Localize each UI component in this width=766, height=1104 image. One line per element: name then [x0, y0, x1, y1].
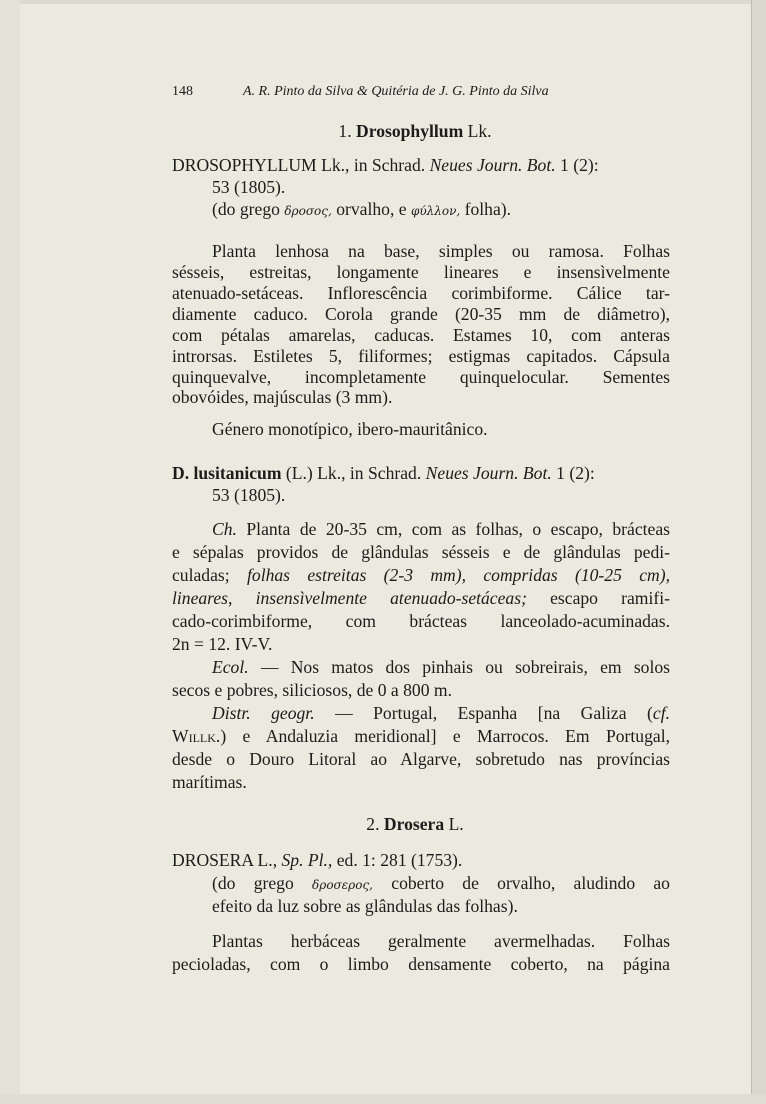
ch-line4-italic: lineares, insensìvelmente atenuado-setáceas; — [172, 588, 527, 608]
genus1-description-line: com pétalas amarelas, caducas. Estames 10, com anteras — [172, 325, 670, 345]
genus2-desc-line2: pecioladas, com o limbo densamente coberto, na página — [172, 954, 670, 974]
ch-line6: 2n = 12. IV-V. — [172, 634, 273, 654]
distr-willk: Willk. — [172, 726, 221, 746]
etym-end: folha). — [464, 199, 512, 219]
etym-start: (do grego — [212, 873, 294, 893]
ch-line1 — [172, 518, 670, 540]
species-citation-line2: 53 (1805). — [212, 485, 286, 505]
genus1-citation — [172, 154, 670, 176]
ch-line2: e sépalas providos de glândulas sésseis e de glândulas pedi- — [172, 542, 670, 562]
ch-label: Ch. — [212, 519, 237, 539]
distr-line4: marítimas. — [172, 772, 247, 792]
genus2-number: 2. — [366, 814, 380, 834]
genus2-etymology — [212, 872, 670, 896]
distr-line2-rest: ) e Andaluzia meridional] e Marrocos. Em Portugal, — [220, 726, 670, 746]
ch-line3-plain: culadas; — [172, 565, 230, 585]
distr-line3: desde o Douro Litoral ao Algarve, sobretudo nas províncias — [172, 749, 670, 769]
etym-mid: orvalho, e — [336, 199, 407, 219]
etym-start: (do grego — [212, 199, 280, 219]
genus1-author: Lk. — [467, 121, 492, 141]
genus1-heading — [160, 120, 670, 142]
genus2-citation-work: Sp. Pl., — [281, 850, 333, 870]
page-edge-top — [0, 0, 766, 4]
ecol-label: Ecol. — [212, 657, 249, 677]
page-edge-bottom — [0, 1094, 766, 1104]
genus1-description-line: diamente caduco. Corola grande (20-35 mm de diâmetro), — [172, 304, 670, 324]
genus2-etymology-line2: efeito da luz sobre as glândulas das folhas). — [212, 896, 518, 916]
genus1-description-line: introrsas. Estiletes 5, filiformes; estigmas capitados. Cápsula — [172, 346, 670, 366]
species-author: (L.) Lk., in Schrad. — [285, 463, 422, 483]
genus1-citation-line2: 53 (1805). — [212, 177, 286, 197]
ch-line5: cado-corimbiforme, com brácteas lanceolado-acuminadas. — [172, 611, 670, 631]
distr-line1 — [172, 702, 670, 724]
genus2-citation-rest: ed. 1: 281 (1753). — [336, 850, 463, 870]
ch-line4 — [172, 587, 670, 609]
greek-word: φύλλον, — [410, 204, 461, 218]
species-journal: Neues Journ. Bot. — [425, 463, 552, 483]
distr-line2 — [172, 725, 670, 747]
genus2-citation-name: DROSERA L., — [172, 850, 278, 870]
genus1-description-line: atenuado-setáceas. Inflorescência corimbiforme. Cálice tar- — [172, 283, 670, 303]
greek-word: δροσος, — [284, 204, 332, 218]
page-edge-right — [751, 0, 766, 1104]
genus1-name: Drosophyllum — [356, 121, 464, 141]
ch-line4-plain: escapo ramifi- — [550, 588, 670, 608]
species-citation — [172, 462, 670, 484]
running-title: A. R. Pinto da Silva & Quitéria de J. G. Pinto da Silva — [243, 84, 549, 99]
etym-end: coberto de orvalho, aludindo ao — [391, 873, 670, 893]
genus1-number: 1. — [338, 121, 352, 141]
genus2-desc-line1: Plantas herbáceas geralmente avermelhadas. Folhas — [212, 931, 670, 951]
genus1-citation-tail: (2): — [573, 155, 599, 175]
species-name: D. lusitanicum — [172, 463, 282, 483]
genus2-name: Drosera — [383, 814, 445, 834]
distr-label: Distr. geogr. — [212, 703, 315, 723]
species-vol: 1 — [556, 463, 565, 483]
genus1-note: Género monotípico, ibero-mauritânico. — [212, 419, 488, 439]
page-edge-left — [0, 0, 20, 1104]
genus1-description-last: obovóides, majúsculas (3 mm). — [172, 387, 393, 407]
genus2-author: L. — [448, 814, 464, 834]
ch-line3-italic: folhas estreitas (2-3 mm), compridas (10-25 cm), — [247, 565, 671, 585]
genus1-citation-vol: 1 — [560, 155, 569, 175]
distr-text: — Portugal, Espanha [na Galiza ( — [335, 703, 653, 723]
genus1-citation-journal: Neues Journ. Bot. — [429, 155, 556, 175]
ecol-text: — Nos matos dos pinhais ou sobreirais, em solos — [260, 657, 670, 677]
ch-line3 — [172, 564, 670, 586]
distr-cf: cf. — [652, 703, 670, 723]
genus1-description-line: quinquevalve, incompletamente quinquelocular. Sementes — [172, 367, 670, 387]
genus2-heading — [160, 813, 670, 835]
page-number: 148 — [172, 84, 193, 99]
species-tail: (2): — [569, 463, 595, 483]
genus1-etymology — [212, 198, 511, 222]
ch-text: Planta de 20-35 cm, com as folhas, o escapo, brácteas — [246, 519, 670, 539]
ecol-line1 — [172, 656, 670, 678]
ecol-line2: secos e pobres, siliciosos, de 0 a 800 m. — [172, 680, 452, 700]
greek-word: δροσερος, — [312, 878, 373, 892]
genus1-description-line: sésseis, estreitas, longamente lineares e insensìvelmente — [172, 262, 670, 282]
genus1-citation-name: DROSOPHYLLUM Lk., in Schrad. — [172, 155, 426, 175]
genus1-description-line: Planta lenhosa na base, simples ou ramosa. Folhas — [212, 241, 670, 261]
genus2-citation — [172, 849, 462, 871]
